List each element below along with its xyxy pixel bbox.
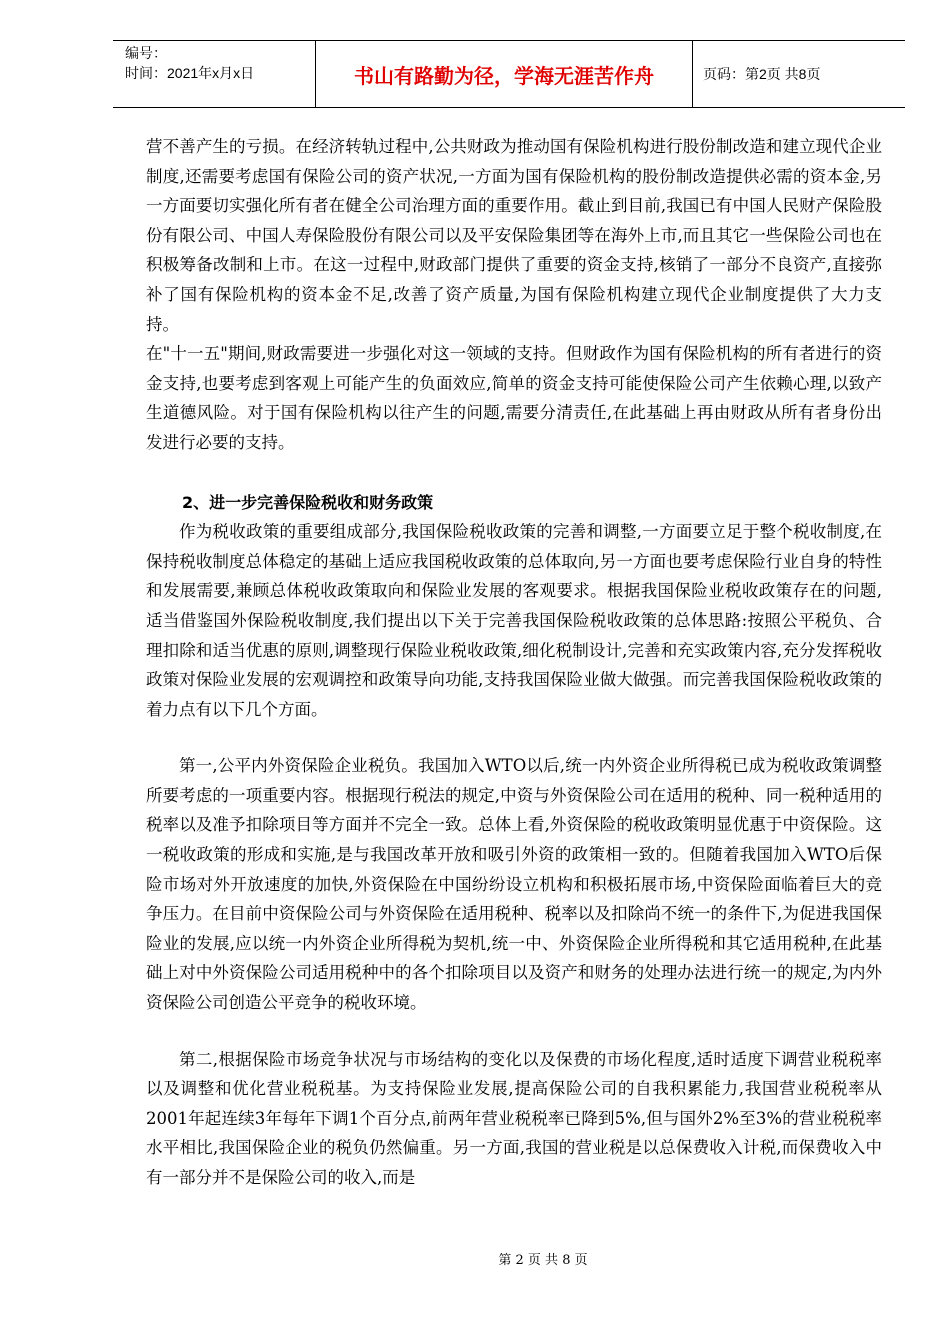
paragraph-3: 作为税收政策的重要组成部分,我国保险税收政策的完善和调整,一方面要立足于整个税收制度,在保持税收制度总体稳定的基础上适应我国税收政策的总体取向,另一方面也要考虑保险行业自身的特性和发展需要,兼顾总体税收政策取向和保险业发展的客观要求。根据我国保险业税收政策存在的问题,适当借鉴国外保险税收制度,我们提出以下关于完善我国保险税收政策的总体思路:按照公平税负、合理扣除和适当优惠的原则,调整现行保险业税收政策,细化税制设计,完善和充实政策内容,充分发挥税收政策对保险业发展的宏观调控和政策导向功能,支持我国保险业做大做强。而完善我国保险税收政策的着力点有以下几个方面。: [146, 522, 882, 719]
paragraph-1: 营不善产生的亏损。在经济转轨过程中,公共财政为推动国有保险机构进行股份制改造和建立现代企业制度,还需要考虑国有保险公司的资产状况,一方面为国有保险机构的股份制改造提供必需的资本金,另一方面要切实强化所有者在健全公司治理方面的重要作用。截止到目前,我国已有中国人民财产保险股份有限公司、中国人寿保险股份有限公司以及平安保险集团等在海外上市,而且其它一些保险公司也在积极筹备改制和上市。在这一过程中,财政部门提供了重要的资金支持,核销了一部分不良资产,直接弥补了国有保险机构的资本金不足,改善了资产质量,为国有保险机构建立现代企业制度提供了大力支持。: [146, 137, 882, 334]
paragraph-2: 在"十一五"期间,财政需要进一步强化对这一领域的支持。但财政作为国有保险机构的所有者进行的资金支持,也要考虑到客观上可能产生的负面效应,简单的资金支持可能使保险公司产生依赖心理,以致产生道德风险。对于国有保险机构以往产生的问题,需要分清责任,在此基础上再由财政从所有者身份出发进行必要的支持。: [146, 344, 882, 452]
header-page-code: 页码：第2页 共8页: [703, 66, 821, 82]
header-info: [113, 41, 315, 107]
time-label: 时间：2021年x月x日: [125, 65, 255, 81]
page-header: [113, 40, 905, 108]
paragraph-5: 第二,根据保险市场竞争状况与市场结构的变化以及保费的市场化程度,适时适度下调营业税税率以及调整和优化营业税税基。为支持保险业发展,提高保险公司的自我积累能力,我国营业税税率从2001年起连续3年每年下调1个百分点,前两年营业税税率已降到5%,但与国外2%至3%的营业税税率水平相比,我国保险企业的税负仍然偏重。另一方面,我国的营业税是以总保费收入计税,而保费收入中有一部分并不是保险公司的收入,而是: [146, 1049, 882, 1187]
paragraph-4: 第一,公平内外资保险企业税负。我国加入WTO以后,统一内外资企业所得税已成为税收政策调整所要考虑的一项重要内容。根据现行税法的规定,中资与外资保险公司在适用的税种、同一税种适用的税率以及准予扣除项目等方面并不完全一致。总体上看,外资保险的税收政策明显优惠于中资保险。这一税收政策的形成和实施,是与我国改革开放和吸引外资的政策相一致的。但随着我国加入WTO后保险市场对外开放速度的加快,外资保险在中国纷纷设立机构和积极拓展市场,中资保险面临着巨大的竞争压力。在目前中资保险公司与外资保险在适用税种、税率以及扣除尚不统一的条件下,为促进我国保险业的发展,应以统一内外资企业所得税为契机,统一中、外资保险企业所得税和其它适用税种,在此基础上对中外资保险公司适用税种中的各个扣除项目以及资产和财务的处理办法进行统一的规定,为内外资保险公司创造公平竞争的税收环境。: [146, 756, 882, 1013]
document-body: [146, 132, 882, 1193]
number-label: 编号：: [125, 45, 167, 61]
header-motto: 书山有路勤为径，学海无涯苦作舟: [315, 41, 693, 107]
page-footer: 第 2 页 共 8 页: [498, 1253, 588, 1268]
section-heading: 2、进一步完善保险税收和财务政策: [182, 492, 434, 512]
